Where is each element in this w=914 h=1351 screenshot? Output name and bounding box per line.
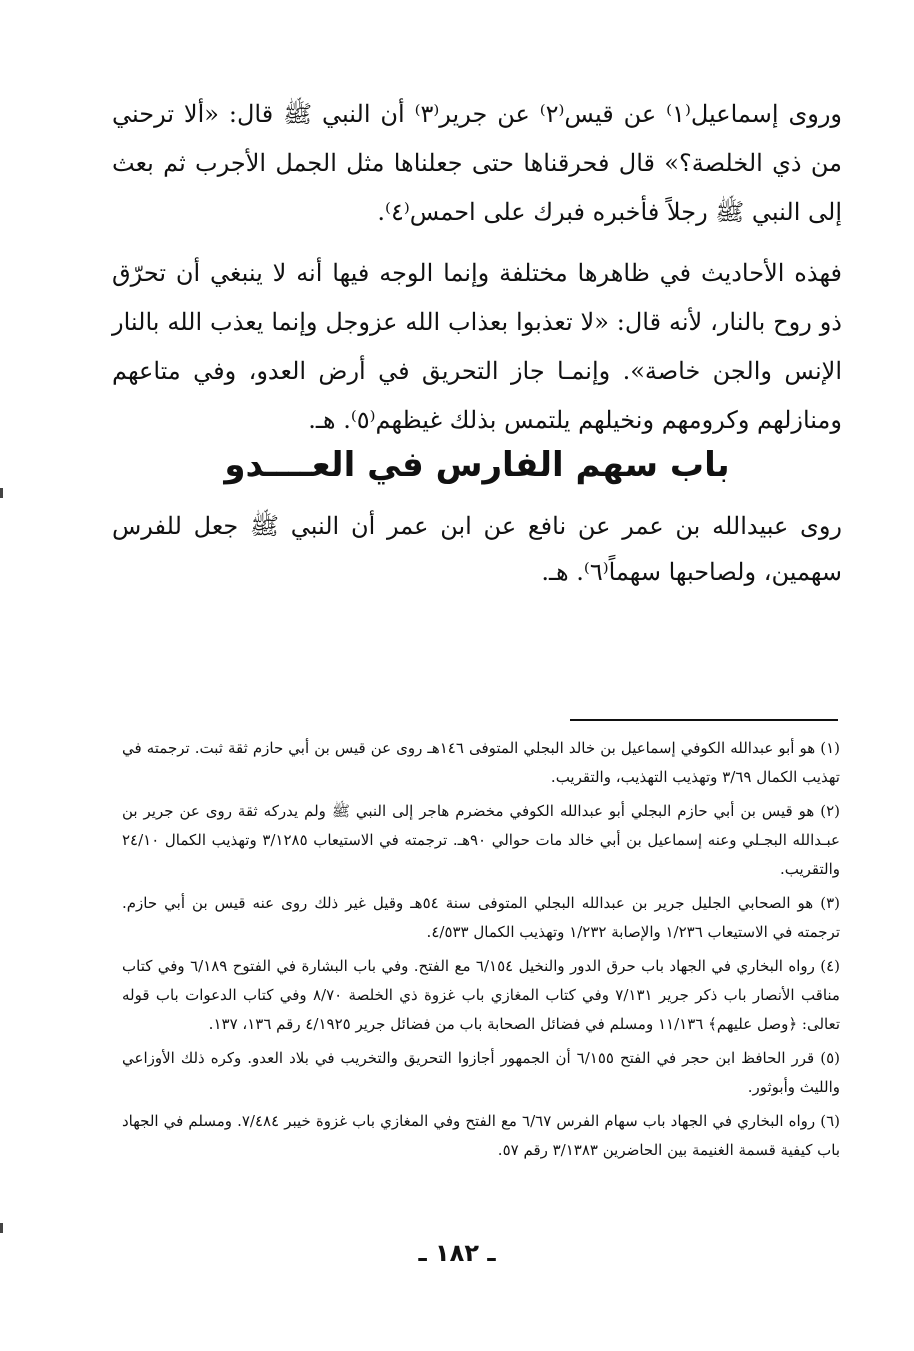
- scan-edge-mark: [0, 1223, 3, 1233]
- section-text: [112, 503, 842, 595]
- footnotes: [122, 734, 840, 1170]
- footnote-5: (٥) قرر الحافظ ابن حجر في الفتح ٦/١٥٥ أن الجمهور أجازوا التحريق والتخريب في بلاد العدو. وكره ذلك الأوزاعي والليث وأبوثور.: [122, 1049, 840, 1096]
- footnote-4: (٤) رواه البخاري في الجهاد باب حرق الدور والنخيل ٦/١٥٤ مع الفتح. وفي باب البشارة في الفتوح ٦/١٨٩ وفي كتاب مناقب الأنصار باب ذكر جرير ٧/١٣١ وفي كتاب المغازي باب غزوة ذي الخلصة ٨/٧٠ وفي كتاب الدعوات باب قوله تعالى: ﴿وصل عليهم﴾ ١١/١٣٦ ومسلم في فضائل الصحابة باب من فضائل جرير ٤/١٩٢٥ رقم ١٣٦، ١٣٧.: [122, 957, 841, 1033]
- page-number: ـ ١٨٢ ـ: [418, 1239, 496, 1267]
- footnote-6: (٦) رواه البخاري في الجهاد باب سهام الفرس ٦/٦٧ مع الفتح وفي المغازي باب غزوة خيبر ٧/٤٨٤. ومسلم في الجهاد باب كيفية قسمة الغنيمة بين الحاضرين ٣/١٣٨٣ رقم ٥٧.: [122, 1112, 840, 1159]
- paragraph-1: وروى إسماعيل⁽١⁾ عن قيس⁽٢⁾ عن جرير⁽٣⁾ أن النبي ﷺ قال: «ألا ترحني من ذي الخلصة؟» قال فحرقناها حتى جعلناها مثل الجمل الأجرب ثم بعث إلى النبي ﷺ رجلاً فأخبره فبرك على احمس⁽٤⁾.: [112, 100, 843, 226]
- scan-edge-mark: [0, 488, 3, 498]
- footnote-divider: [570, 719, 838, 721]
- footnote-2: (٢) هو قيس بن أبي حازم البجلي أبو عبدالله الكوفي مخضرم هاجر إلى النبي ﷺ ولم يدركه ثقة روى عن جرير بن عبـدالله البجـلي وعنه إسماعيل بن أبي خالد مات حوالي ٩٠هـ. ترجمته في الاستيعاب ٣/١٢٨٥ وتهذيب الكمال ٢٤/١٠ والتقريب.: [122, 802, 840, 878]
- footnote-3: (٣) هو الصحابي الجليل جرير بن عبدالله البجلي المتوفى سنة ٥٤هـ وقيل غير ذلك روى عنه قيس بن أبي حازم. ترجمته في الاستيعاب ١/٢٣٦ والإصابة ١/٢٣٢ وتهذيب الكمال ٤/٥٣٣.: [122, 894, 840, 941]
- main-text: [112, 90, 842, 445]
- section-paragraph: روى عبيدالله بن عمر عن نافع عن ابن عمر أن النبي ﷺ جعل للفرس سهمين، ولصاحبها سهماً⁽٦⁾. هـ.: [112, 512, 842, 586]
- paragraph-2: فهذه الأحاديث في ظاهرها مختلفة وإنما الوجه فيها أنه لا ينبغي أن تحرّق ذو روح بالنار، لأنه قال: «لا تعذبوا بعذاب الله عزوجل وإنما يعذب الله بالنار الإنس والجن خاصة». وإنمـا جاز التحريق في أرض العدو، وفي متاعهم ومنازلهم وكرومهم ونخيلهم يلتمس بذلك غيظهم⁽٥⁾. هـ.: [112, 259, 842, 434]
- footnote-1: (١) هو أبو عبدالله الكوفي إسماعيل بن خالد البجلي المتوفى ١٤٦هـ روى عن قيس بن أبي حازم ثقة ثبت. ترجمته في تهذيب الكمال ٣/٦٩ وتهذيب التهذيب، والتقريب.: [122, 739, 840, 786]
- section-heading: باب سهم الفارس في العــــدو: [224, 445, 730, 485]
